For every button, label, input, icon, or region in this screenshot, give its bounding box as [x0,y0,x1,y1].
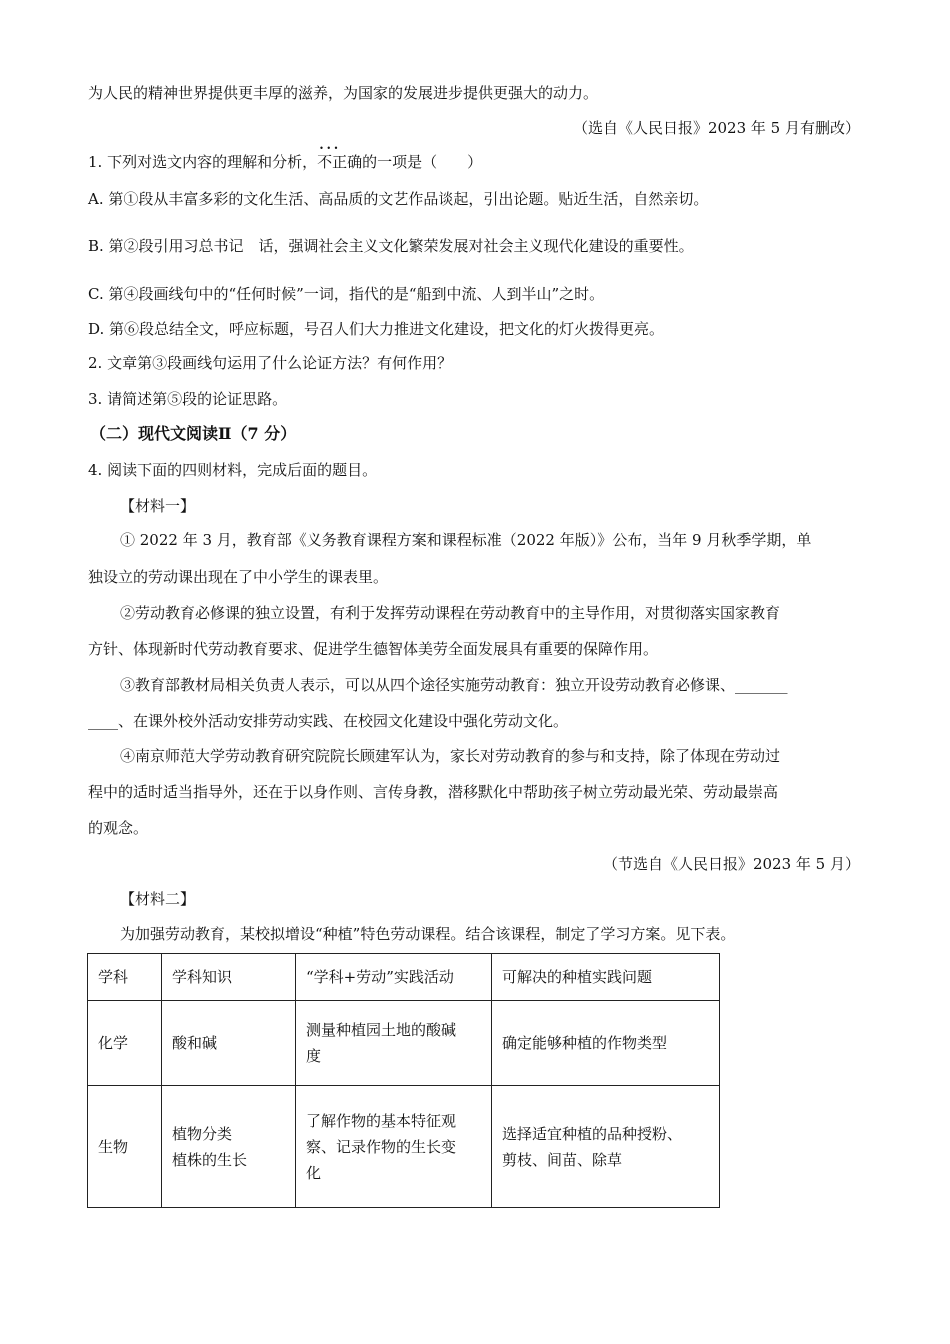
cell-text: 选择适宜种植的品种授粉、 [502,1124,683,1143]
cell-text: 剪枝、间苗、除草 [502,1150,623,1169]
question-2: 2. 文章第③段画线句运用了什么论证方法？有何作用？ [88,354,453,372]
study-plan-table [87,953,720,1208]
table-header-cell: 学科知识 [162,954,296,1001]
cell-text: 察、记录作物的生长变 [306,1137,457,1156]
cell-text: 度 [306,1047,322,1065]
cell-text: 了解作物的基本特征观 [306,1111,457,1130]
material-1-paragraph: 的观念。 [88,819,149,837]
text-line: 为人民的精神世界提供更丰厚的滋养，为国家的发展进步提供更强大的动力。 [88,84,599,102]
cell-text: 测量种植园土地的酸碱 [306,1021,457,1039]
cell-text: 植株的生长 [172,1150,248,1169]
material-1-paragraph: 独设立的劳动课出现在了中小学生的课表里。 [88,568,389,586]
option-c: C. 第④段画线句中的“任何时候”一词，指代的是“船到中流、人到半山”之时。 [88,285,605,303]
table-cell-subject: 化学 [88,1001,162,1086]
question-1-suffix: 的一项是（ ） [362,153,483,171]
material-1-paragraph: ③教育部教材局相关负责人表示，可以从四个途径实施劳动教育：独立开设劳动教育必修课、_______ [120,676,788,694]
table-row [88,1001,720,1086]
option-b: B. 第②段引用习总书记 话，强调社会主义文化繁荣发展对社会主义现代化建设的重要性。 [88,237,694,255]
material-1-paragraph: ____、在课外校外活动安排劳动实践、在校园文化建设中强化劳动文化。 [88,712,569,730]
table-header-cell: 可解决的种植实践问题 [492,954,720,1001]
option-a: A. 第①段从丰富多彩的文化生活、高品质的文艺作品谈起，引出论题。贴近生活，自然亲切。 [88,190,709,208]
table-header-row [88,954,720,1001]
table-cell-activity [296,1001,492,1086]
emphasis-dots-text: • • 不正确 [317,152,362,172]
source-citation: （选自《人民日报》2023 年 5 月有删改） [572,119,860,137]
question-1-prefix: 1. 下列对选文内容的理解和分析， [88,153,318,171]
material-1-paragraph: 程中的适时适当指导外，还在于以身作则、言传身教，潜移默化中帮助孩子树立劳动最光荣、劳动最崇高 [88,783,779,801]
question-3: 3. 请简述第⑤段的论证思路。 [88,390,288,408]
material-2-title: 【材料二】 [120,890,196,908]
table-header-cell: 学科 [88,954,162,1001]
material-1-title: 【材料一】 [120,497,196,515]
table-header-cell: “学科+劳动”实践活动 [296,954,492,1001]
cell-text: 化 [306,1163,322,1182]
option-d: D. 第⑥段总结全文，呼应标题，号召人们大力推进文化建设，把文化的灯火拨得更亮。 [88,320,665,338]
cell-text: 酸和碱 [172,1034,218,1052]
table-cell-knowledge [162,1001,296,1086]
table-cell-activity [296,1086,492,1208]
question-1 [88,152,482,172]
table-cell-problem [492,1001,720,1086]
table-row [88,1086,720,1208]
table-cell-problem [492,1086,720,1208]
material-1-paragraph: 方针、体现新时代劳动教育要求、促进学生德智体美劳全面发展具有重要的保障作用。 [88,640,659,658]
material-1-paragraph: ④南京师范大学劳动教育研究院院长顾建军认为，家长对劳动教育的参与和支持，除了体现在劳动过 [120,747,781,765]
cell-text: 植物分类 [172,1124,233,1143]
material-2-intro: 为加强劳动教育，某校拟增设“种植”特色劳动课程。结合该课程，制定了学习方案。见下表。 [120,925,736,943]
section-heading: （二）现代文阅读Ⅱ（7 分） [90,424,297,443]
material-1-paragraph: ②劳动教育必修课的独立设置，有利于发挥劳动课程在劳动教育中的主导作用，对贯彻落实国家教育 [120,604,781,622]
material-1-paragraph: ① 2022 年 3 月，教育部《义务教育课程方案和课程标准（2022 年版）》公布，当年 9 月秋季学期，单 [120,531,812,549]
cell-text: 确定能够种植的作物类型 [502,1034,668,1052]
question-4: 4. 阅读下面的四则材料，完成后面的题目。 [88,461,378,479]
table-cell-knowledge [162,1086,296,1208]
table-cell-subject: 生物 [88,1086,162,1208]
source-citation: （节选自《人民日报》2023 年 5 月） [602,855,860,873]
